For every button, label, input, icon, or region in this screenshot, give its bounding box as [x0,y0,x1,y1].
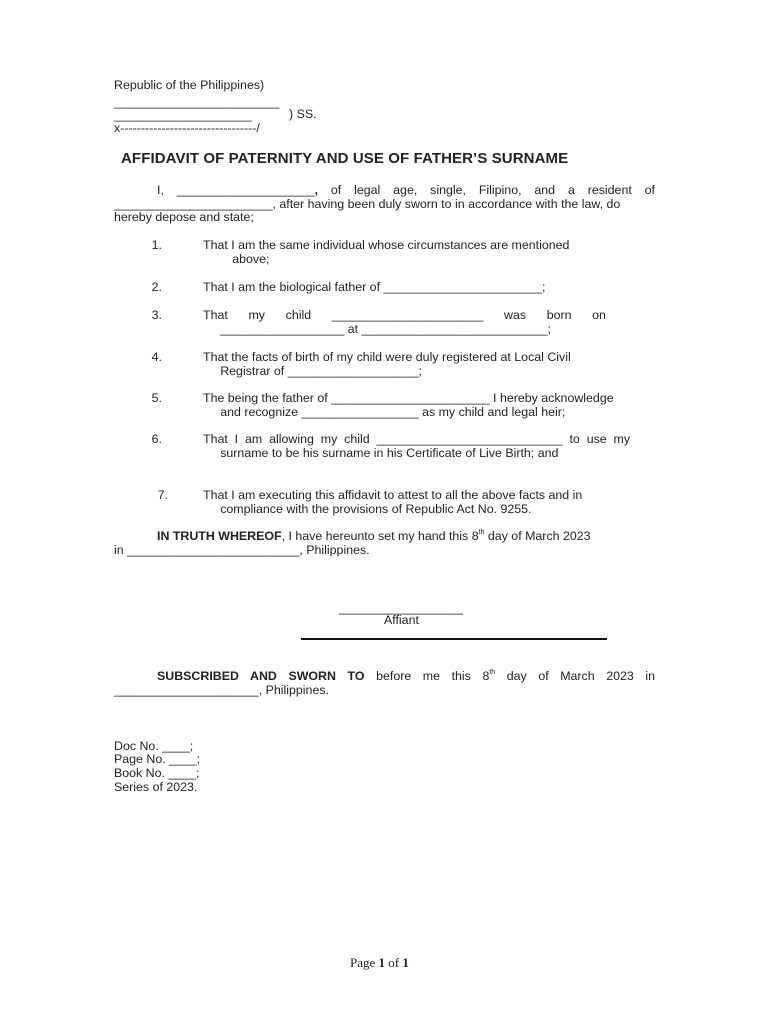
item-number: 6. [151,432,162,446]
item-line-1: That the facts of birth of my child were duly registered at Local Civil [203,350,571,364]
truth-rest-b: day of March 2023 [484,529,591,543]
sworn-ordinal: th [489,668,496,676]
affiant-label: Affiant [384,613,419,627]
item-number: 1. [151,238,162,252]
book-no-blank: ____; [164,766,200,780]
doc-no-blank: ____; [158,739,194,753]
item-line-2: compliance with the provisions of Republic Act No. 9255. [203,502,532,516]
page-no [114,752,200,766]
intro-comma: , [314,183,319,197]
intro-line-2: _______________________, after having been duly sworn to in accordance with the law, do [114,197,621,211]
doc-no-label: Doc No. [114,739,159,753]
sworn-bold: SUBSCRIBED AND SWORN TO [157,669,365,683]
item-line-2: Registrar of ___________________; [203,364,423,378]
truth-ordinal: th [478,528,485,536]
footer-current-page: 1 [378,955,386,970]
series-line: Series of 2023. [114,780,198,794]
sworn-rest-a: before me this 8 [364,669,490,683]
item-text [203,488,655,516]
page-footer [350,956,409,970]
intro-line-1 [157,183,655,197]
book-no [114,766,199,780]
footer-page-label: Page [350,955,379,970]
item-text [203,391,655,419]
page-no-label: Page No. [114,752,166,766]
item-number: 3. [151,308,162,322]
item-text [203,350,655,378]
truth-line-2: in _________________________, Philippines. [114,543,370,557]
item-line-1: That I am the biological father of _______________________; [203,280,546,294]
item-number: 4. [151,350,162,364]
sworn-rest-b: day of March 2023 in [495,669,656,683]
item-line-1: That I am the same individual whose circumstances are mentioned [203,238,570,252]
truth-rest-a: , I have hereunto set my hand this 8 [281,529,479,543]
page-no-blank: ____; [165,752,201,766]
item-text [203,238,655,266]
item-text [203,308,655,336]
item-line-1: That my child ______________________ was born on [203,308,606,322]
header-blank-1: ________________________ [114,95,280,109]
item-number: 2. [151,280,162,294]
item-line-1: The being the father of _______________________ I hereby acknowledge [203,391,614,405]
intro-line1-rest: of legal age, single, Filipino, and a resident of [318,183,655,197]
book-no-label: Book No. [114,766,165,780]
truth-line-1 [157,529,591,543]
item-text [203,280,655,294]
item-text [203,432,655,460]
item-line-1: That I am executing this affidavit to attest to all the above facts and in [203,488,583,502]
item-line-1: That I am allowing my child ___________________________ to use my [203,432,631,446]
signature-blank: __________________ [339,601,464,615]
item-line-2: __________________ at ___________________________; [203,322,551,336]
truth-bold: IN TRUTH WHEREOF [157,529,282,543]
intro-line-3: hereby depose and state; [114,210,254,224]
ss-label: ) SS. [289,107,317,121]
item-number: 7. [157,488,168,502]
x-line: x---------------------------------/ [114,121,260,135]
intro-name-blank: I, ____________________ [157,183,315,197]
sworn-line-2: _____________________, Philippines. [114,683,329,697]
item-number: 5. [151,391,162,405]
header-blank-2: ____________________ [114,108,252,122]
footer-of-label: of [385,955,403,970]
signature-rule [301,638,607,640]
item-line-2: and recognize _________________ as my child and legal heir; [203,405,566,419]
republic-line: Republic of the Philippines) [114,78,265,92]
item-line-2: surname to be his surname in his Certificate of Live Birth; and [203,446,559,460]
doc-no [114,739,193,753]
footer-total-pages: 1 [402,955,409,970]
item-line-2: above; [215,252,270,266]
document-title: AFFIDAVIT OF PATERNITY AND USE OF FATHER’S SURNAME [121,150,569,167]
sworn-line-1 [157,669,655,683]
